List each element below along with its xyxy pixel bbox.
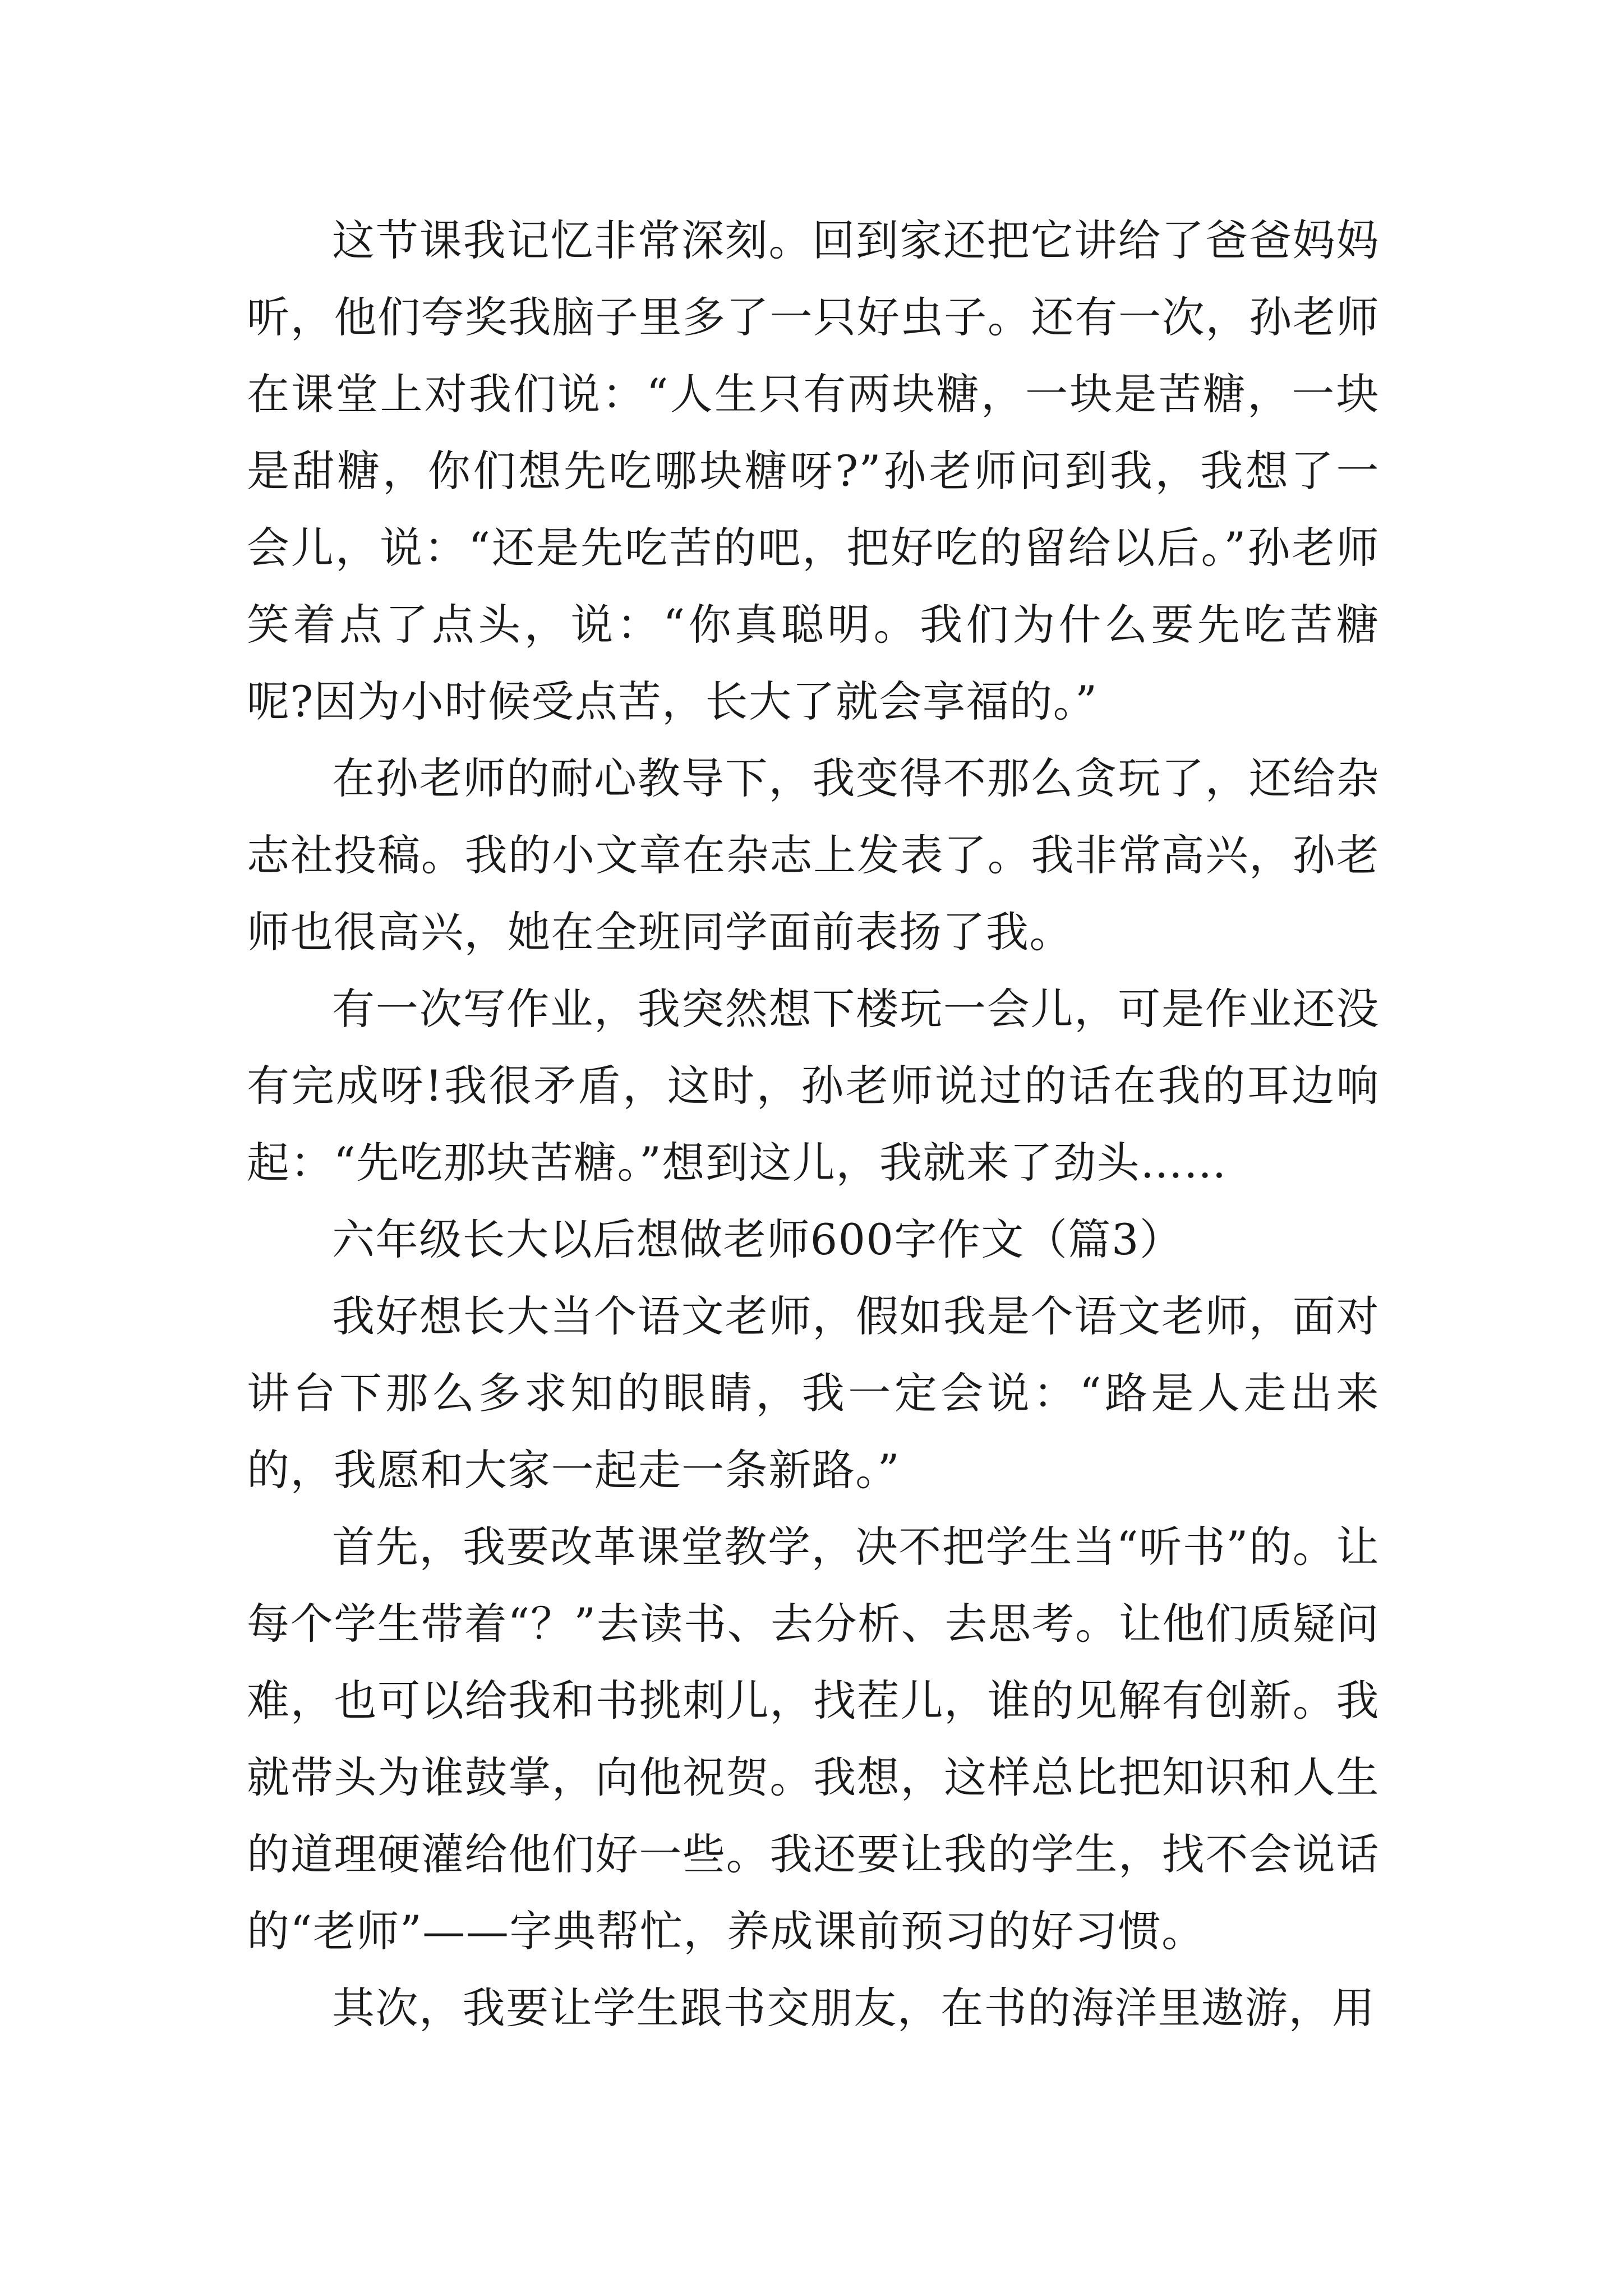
paragraph-3: 有一次写作业，我突然想下楼玩一会儿，可是作业还没有完成呀!我很矛盾，这时，孙老师说过的话在我的耳边响起：“先吃那块苦糖。”想到这儿，我就来了劲头……: [247, 984, 1380, 1188]
paragraph-5: 首先，我要改革课堂教学，决不把学生当“听书”的。让每个学生带着“？”去读书、去分析、去思考。让他们质疑问难，也可以给我和书挑刺儿，找茬儿，谁的见解有创新。我就带头为谁鼓掌，向他祝贺。我想，这样总比把知识和人生的道理硬灌给他们好一些。我还要让我的学生，找不会说话的“老师”——字典帮忙，养成课前预习的好习惯。: [247, 1522, 1380, 1956]
section-heading: 六年级长大以后想做老师600字作文（篇3）: [332, 1214, 1183, 1264]
paragraph-4: 我好想长大当个语文老师，假如我是个语文老师，面对讲台下那么多求知的眼睛，我一定会说：“路是人走出来的，我愿和大家一起走一条新路。”: [247, 1291, 1380, 1495]
paragraph-2: 在孙老师的耐心教导下，我变得不那么贪玩了，还给杂志社投稿。我的小文章在杂志上发表了。我非常高兴，孙老师也很高兴，她在全班同学面前表扬了我。: [247, 753, 1380, 957]
paragraph-1: 这节课我记忆非常深刻。回到家还把它讲给了爸爸妈妈听，他们夸奖我脑子里多了一只好虫子。还有一次，孙老师在课堂上对我们说：“人生只有两块糖，一块是苦糖，一块是甜糖，你们想先吃哪块糖呀?”孙老师问到我，我想了一会儿，说：“还是先吃苦的吧，把好吃的留给以后。”孙老师笑着点了点头，说：“你真聪明。我们为什么要先吃苦糖呢?因为小时候受点苦，长大了就会享福的。”: [247, 215, 1380, 726]
document-body: [247, 202, 1380, 2046]
paragraph-6: 其次，我要让学生跟书交朋友，在书的海洋里遨游，用: [332, 1983, 1376, 2033]
